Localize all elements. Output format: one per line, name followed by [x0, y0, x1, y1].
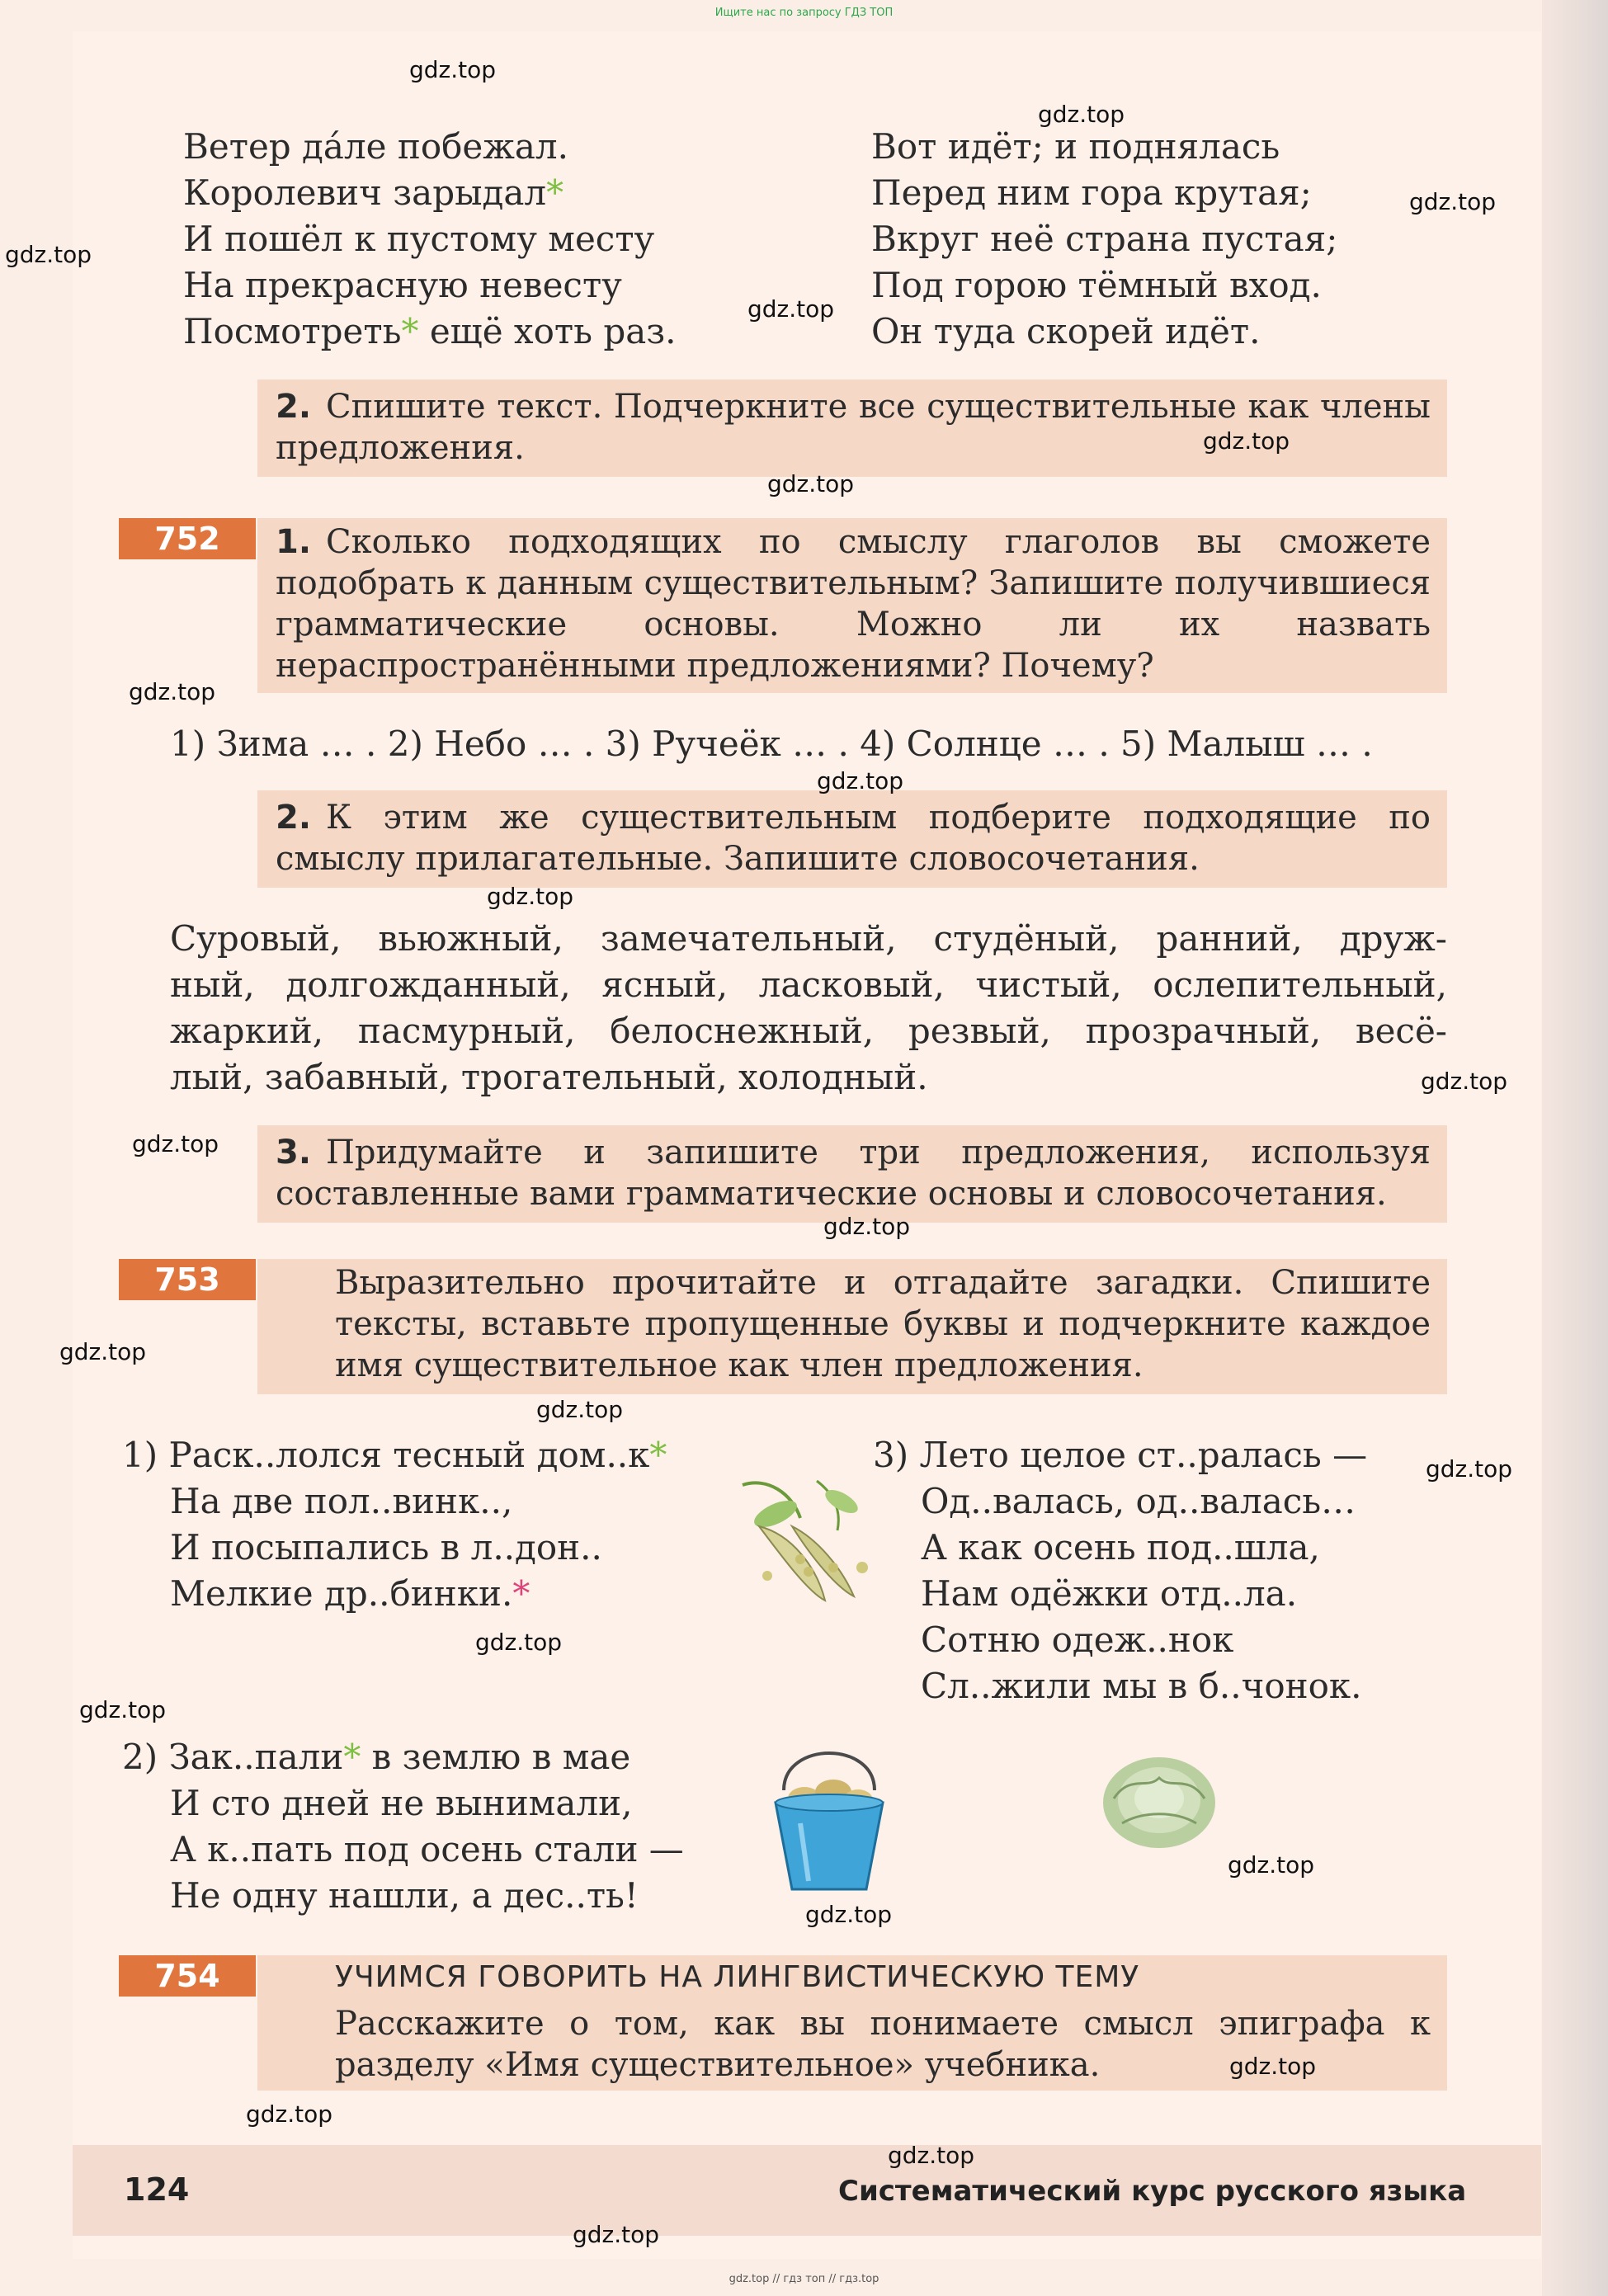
- task-754-heading: УЧИМСЯ ГОВОРИТЬ НА ЛИНГВИСТИЧЕСКУЮ ТЕМУ: [335, 1960, 1140, 1994]
- riddle-2-line-2: И сто дней не вынимали,: [170, 1783, 633, 1823]
- watermark: gdz.top: [5, 241, 92, 268]
- adjectives-line-3: жаркий, пасмурный, белоснежный, резвый, прозрачный, весё-: [170, 1011, 1447, 1051]
- top-note: Ищите нас по запросу ГДЗ ТОП: [714, 7, 894, 19]
- riddle-1-line-3: И посыпались в л..дон..: [170, 1527, 602, 1568]
- riddle-1-line-4: Мелкие др..бинки.*: [170, 1573, 530, 1614]
- riddle-2-line-4: Не одну нашли, а дес..ть!: [170, 1875, 639, 1916]
- watermark: gdz.top: [487, 883, 574, 910]
- watermark: gdz.top: [132, 1130, 219, 1157]
- watermark: gdz.top: [536, 1396, 624, 1423]
- asterisk-mark: *: [401, 311, 419, 351]
- task-752-2-text: 2. К этим же существительным подберите подходящие по смыслу прилагательные. Запишите словосочетания.: [276, 799, 1431, 878]
- book-spine-shadow: [1542, 0, 1608, 2296]
- book-title: Систематический курс русского языка: [838, 2175, 1467, 2208]
- task-751-2-text: 2. Спишите текст. Подчеркните все существительные как члены предложения.: [276, 388, 1431, 467]
- task-754-text: Расскажите о том, как вы понимаете смысл эпиграфа к разделу «Имя существительное» учебника.: [335, 2005, 1431, 2084]
- riddle-3-line-4: Нам одёжки отд..ла.: [921, 1573, 1298, 1614]
- riddle-3-line-3: А как осень под..шла,: [921, 1527, 1320, 1568]
- bottom-note: gdz.top // гдз топ // гдз.top: [729, 2273, 879, 2285]
- watermark: gdz.top: [888, 2142, 975, 2169]
- watermark: gdz.top: [747, 295, 835, 323]
- task-752-3-text: 3. Придумайте и запишите три предложения, используя составленные вами грамматические основы и словосочетания.: [276, 1134, 1431, 1213]
- watermark: gdz.top: [129, 678, 216, 705]
- poem-left-line-1: Ветер да́ле побежал.: [183, 126, 568, 167]
- poem-right-line-3: Вкруг неё страна пустая;: [871, 219, 1338, 259]
- adjectives-line-4: лый, забавный, трогательный, холодный.: [170, 1057, 928, 1097]
- riddle-1-line-1: 1) Раск..лолся тесный дом..к*: [122, 1435, 667, 1475]
- poem-left-line-5: Посмотреть* ещё хоть раз.: [183, 311, 677, 351]
- asterisk-mark: *: [649, 1435, 667, 1475]
- pea-pod-picture: [718, 1469, 875, 1609]
- poem-right-line-2: Перед ним гора крутая;: [871, 172, 1312, 213]
- watermark: gdz.top: [79, 1696, 167, 1723]
- watermark: gdz.top: [475, 1629, 563, 1656]
- poem-right-line-1: Вот идёт; и поднялась: [871, 126, 1280, 167]
- poem-left-line-2: Королевич зарыдал*: [183, 172, 564, 213]
- watermark: gdz.top: [1038, 101, 1125, 128]
- poem-left-line-3: И пошёл к пустому месту: [183, 219, 655, 259]
- watermark: gdz.top: [1426, 1455, 1513, 1483]
- watermark: gdz.top: [59, 1338, 147, 1365]
- watermark: gdz.top: [817, 767, 904, 794]
- riddle-3-line-5: Сотню одеж..нок: [921, 1619, 1234, 1660]
- watermark: gdz.top: [1203, 427, 1290, 455]
- exercise-752-badge: 752: [119, 518, 256, 559]
- adjectives-line-2: ный, долгожданный, ясный, ласковый, чистый, ослепительный,: [170, 964, 1447, 1005]
- watermark: gdz.top: [1229, 2053, 1317, 2080]
- potato-bucket-picture: [767, 1741, 891, 1898]
- poem-right-line-5: Он туда скорей идёт.: [871, 311, 1261, 351]
- watermark: gdz.top: [573, 2221, 660, 2248]
- watermark: gdz.top: [1409, 188, 1497, 215]
- watermark: gdz.top: [805, 1901, 893, 1928]
- asterisk-mark: *: [512, 1573, 530, 1614]
- watermark: gdz.top: [823, 1213, 911, 1240]
- task-753-text: Выразительно прочитайте и отгадайте загадки. Спишите тексты, вставьте пропущенные буквы и подчеркните каждое имя существительное как член предложения.: [335, 1264, 1431, 1384]
- page-number: 124: [124, 2171, 190, 2208]
- task-752-items: 1) Зима … . 2) Небо … . 3) Ручеёк … . 4) Солнце … . 5) Малыш … .: [170, 724, 1373, 764]
- exercise-753-badge: 753: [119, 1259, 256, 1300]
- watermark: gdz.top: [1421, 1068, 1508, 1095]
- watermark: gdz.top: [1228, 1851, 1315, 1879]
- riddle-3-line-1: 3) Лето целое ст..ралась —: [873, 1435, 1368, 1475]
- riddle-2-line-3: А к..пать под осень стали —: [170, 1829, 684, 1869]
- adjectives-line-1: Суровый, вьюжный, замечательный, студёный, ранний, друж-: [170, 918, 1447, 959]
- riddle-1-line-2: На две пол..винк..,: [170, 1481, 513, 1521]
- watermark: gdz.top: [767, 470, 855, 497]
- poem-left-line-4: На прекрасную невесту: [183, 265, 622, 305]
- watermark: gdz.top: [246, 2100, 333, 2128]
- cabbage-picture: [1097, 1741, 1221, 1856]
- watermark: gdz.top: [409, 56, 497, 83]
- poem-right-line-4: Под горою тёмный вход.: [871, 265, 1322, 305]
- task-752-1-text: 1. Сколько подходящих по смыслу глаголов вы сможете подобрать к данным существительным? Запишите получившиеся грамматические основы. Можно ли их назвать нераспространёнными предложениями? Почему?: [276, 523, 1431, 685]
- asterisk-mark: *: [546, 172, 564, 213]
- riddle-3-line-2: Од..валась, од..валась…: [921, 1481, 1356, 1521]
- riddle-2-line-1: 2) Зак..пали* в землю в мае: [122, 1737, 631, 1777]
- riddle-3-line-6: Сл..жили мы в б..чонок.: [921, 1666, 1362, 1706]
- exercise-754-badge: 754: [119, 1955, 256, 1997]
- asterisk-mark: *: [343, 1737, 361, 1777]
